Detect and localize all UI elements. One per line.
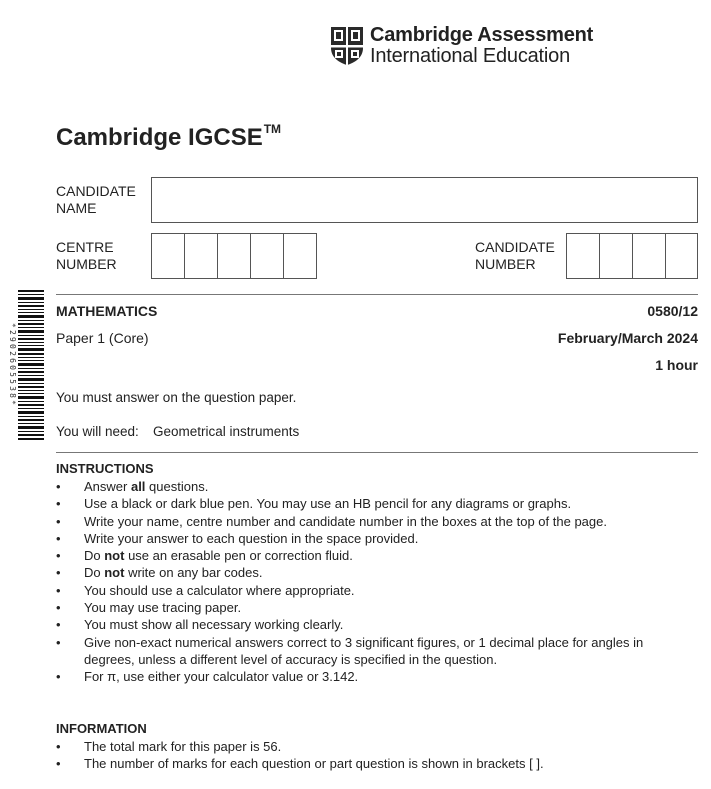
instruction-item	[56, 616, 676, 633]
barcode	[4, 290, 44, 440]
centre-number-boxes	[151, 233, 317, 279]
instructions-list	[56, 478, 676, 686]
instruction-text: Write your name, centre number and candidate number in the boxes at the top of the page.	[84, 513, 607, 529]
candidate-number-label	[475, 239, 555, 273]
instruction-item	[56, 668, 676, 685]
instruction-text: Write your answer to each question in the space provided.	[84, 530, 419, 546]
instruction-text: questions.	[145, 479, 209, 494]
information-heading: INFORMATION	[56, 721, 147, 736]
candidate-number-digit-box[interactable]	[600, 234, 633, 278]
information-item: • The number of marks for each question or part question is shown in brackets [ ].	[56, 755, 676, 772]
title-text: Cambridge IGCSE	[56, 124, 263, 151]
candidate-number-digit-box[interactable]	[633, 234, 666, 278]
you-will-need-label: You will need:	[56, 424, 139, 439]
instruction-item	[56, 564, 676, 581]
instruction-item	[56, 478, 676, 495]
centre-number-digit-box[interactable]	[185, 234, 218, 278]
exam-duration: 1 hour	[655, 357, 698, 373]
centre-number-label	[56, 239, 117, 273]
divider-middle	[56, 452, 698, 453]
instruction-text: For π, use either your calculator value or 3.142.	[84, 669, 359, 685]
barcode-number: *2902605538*	[8, 322, 17, 408]
instruction-item	[56, 530, 676, 547]
answer-on-paper-note: You must answer on the question paper.	[56, 390, 297, 405]
candidate-name-label-line2: NAME	[56, 200, 97, 216]
logo-line-2: International Education	[370, 45, 570, 67]
candidate-number-boxes	[566, 233, 698, 279]
centre-number-digit-box[interactable]	[251, 234, 284, 278]
centre-number-digit-box[interactable]	[218, 234, 251, 278]
page-title	[56, 124, 281, 152]
instructions-heading: INSTRUCTIONS	[56, 461, 154, 476]
information-item: • The total mark for this paper is 56.	[56, 738, 676, 755]
instruction-item	[56, 513, 676, 530]
instruction-emphasis: not	[104, 565, 125, 581]
barcode-bars	[18, 290, 44, 440]
instruction-text: You must show all necessary working clearly.	[84, 617, 344, 633]
centre-number-label-line2: NUMBER	[56, 256, 117, 272]
candidate-name-label	[56, 183, 136, 217]
instruction-item	[56, 547, 676, 564]
information-list	[56, 738, 676, 773]
trademark-mark: TM	[263, 122, 282, 136]
centre-number-label-line1: CENTRE	[56, 239, 114, 255]
instruction-text: Give non-exact numerical answers correct to 3 significant figures, or 1 decimal place for angles in degrees, unless a different level of accuracy is specified in the question.	[84, 634, 644, 667]
instruction-text: write on any bar codes.	[124, 565, 263, 581]
paper-name: Paper 1 (Core)	[56, 330, 149, 346]
instruction-emphasis: not	[104, 548, 125, 564]
instruction-item	[56, 599, 676, 616]
instruction-text: use an erasable pen or correction fluid.	[124, 548, 353, 564]
candidate-number-digit-box[interactable]	[666, 234, 697, 278]
logo-line-1: Cambridge Assessment	[370, 24, 594, 46]
instruction-item	[56, 495, 676, 512]
candidate-number-label-line1: CANDIDATE	[475, 239, 555, 255]
you-will-need-value: Geometrical instruments	[153, 424, 300, 439]
instruction-text: Do	[84, 548, 105, 564]
centre-number-digit-box[interactable]	[152, 234, 185, 278]
crest-icon	[330, 26, 364, 66]
exam-session: February/March 2024	[557, 330, 698, 346]
divider-top	[56, 294, 698, 295]
instruction-text: Use a black or dark blue pen. You may use an HB pencil for any diagrams or graphs.	[84, 496, 572, 512]
candidate-number-label-line2: NUMBER	[475, 256, 536, 272]
instruction-text: Do	[84, 565, 105, 581]
instruction-text: You should use a calculator where appropriate.	[84, 582, 355, 598]
candidate-number-digit-box[interactable]	[567, 234, 600, 278]
subject-title: MATHEMATICS	[56, 303, 158, 319]
instruction-item	[56, 634, 676, 669]
candidate-name-label-line1: CANDIDATE	[56, 183, 136, 199]
cambridge-logo	[330, 24, 593, 68]
instruction-text: You may use tracing paper.	[84, 600, 242, 616]
instruction-text: Answer	[84, 479, 131, 494]
paper-code: 0580/12	[647, 303, 698, 319]
instruction-emphasis: all	[130, 479, 146, 494]
centre-number-digit-box[interactable]	[284, 234, 316, 278]
instruction-item	[56, 582, 676, 599]
candidate-name-box[interactable]	[151, 177, 698, 223]
